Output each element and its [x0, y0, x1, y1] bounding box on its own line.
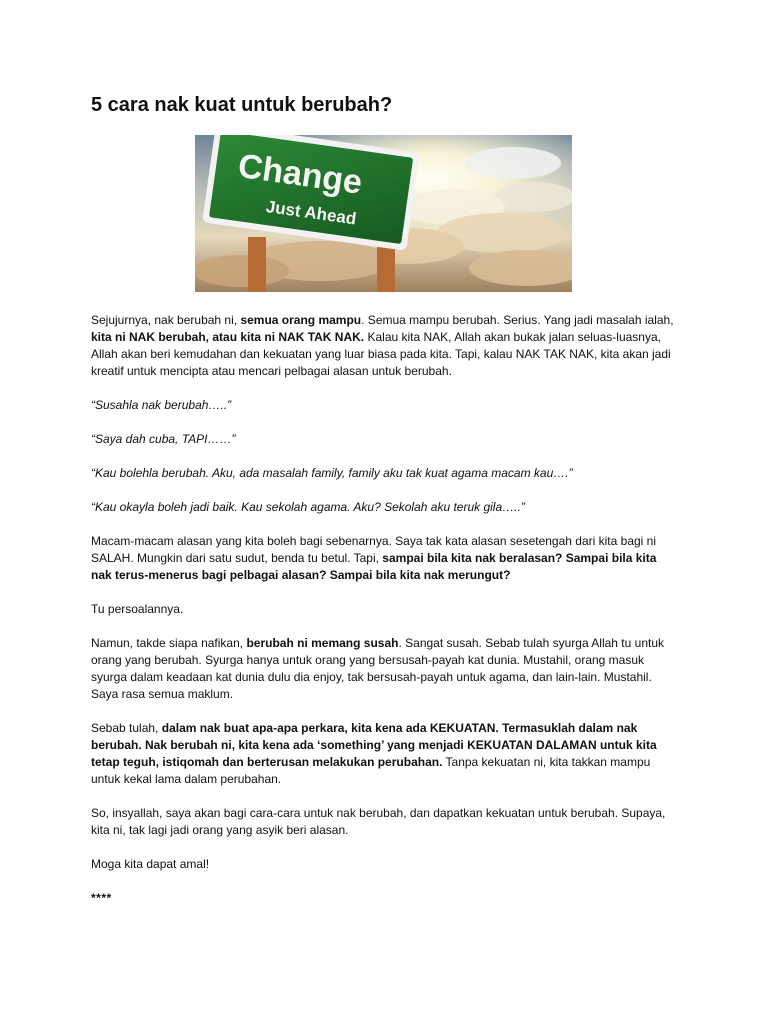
change-sign-illustration	[195, 135, 572, 292]
paragraph-5-part-b: dalam nak buat apa-apa perkara, kita kena ada KEKUATAN. Termasuklah dalam nak berubah. Nak berubah ni, kita kena ada ‘something’ yang menjadi KEKUATAN DALAMAN untuk kita tetap teguh, istiqomah dan berterusan melakukan perubahan.	[91, 721, 657, 769]
paragraph-1-part-b: semua orang mampu	[240, 313, 362, 327]
paragraph-1-part-a: Sejujurnya, nak berubah ni,	[91, 313, 241, 327]
paragraph-5-part-c: Tanpa kekuatan ni, kita takkan mampu untuk kekal lama dalam perubahan.	[91, 755, 651, 786]
paragraph-4-part-a: Namun, takde siapa nafikan,	[91, 636, 247, 650]
paragraph-2	[91, 533, 679, 584]
paragraph-1	[91, 312, 679, 380]
paragraph-1-part-d: kita ni NAK berubah, atau kita ni NAK TAK NAK.	[91, 330, 365, 344]
sign-title: Change	[235, 146, 365, 202]
cloud-8	[195, 255, 289, 287]
cloud-1	[465, 147, 561, 179]
quote-4: “Kau okayla boleh jadi baik. Kau sekolah agama. Aku? Sekolah aku teruk gila…..”	[91, 500, 525, 514]
paragraph-7: Moga kita dapat amal!	[91, 857, 210, 871]
paragraph-3: Tu persoalannya.	[91, 602, 184, 616]
paragraph-2-part-b: sampai bila kita nak beralasan? Sampai bila kita nak terus-menerus bagi pelbagai alasan? Sampai bila kita nak merungut?	[91, 551, 657, 582]
paragraph-1-part-c: . Semua mampu berubah. Serius. Yang jadi masalah ialah,	[361, 313, 674, 327]
paragraph-1-part-e: Kalau kita NAK, Allah akan bukak jalan seluas-luasnya, Allah akan beri kemudahan dan kekuatan yang luar biasa pada kita. Tapi, kalau NAK TAK NAK, kita akan jadi kreatif untuk mencipta atau mencari pelbagai alasan untuk berubah.	[91, 330, 671, 378]
quote-2: “Saya dah cuba, TAPI……”	[91, 432, 236, 446]
paragraph-2-part-a: Macam-macam alasan yang kita boleh bagi sebenarnya. Saya tak kata alasan sesetengah dari kita bagi ni SALAH. Mungkin dari satu sudut, benda tu betul. Tapi,	[91, 534, 657, 565]
cloud-2	[495, 182, 572, 212]
paragraph-6: So, insyallah, saya akan bagi cara-cara untuk nak berubah, dan dapatkan kekuatan untuk berubah. Supaya, kita ni, tak lagi jadi orang yang asyik beri alasan.	[91, 806, 666, 837]
section-separator: ****	[91, 891, 112, 905]
paragraph-4	[91, 635, 679, 703]
paragraph-4-part-c: . Sangat susah. Sebab tulah syurga Allah tu untuk orang yang berubah. Syurga hanya untuk orang yang bersusah-payah kat dunia. Mustahil, orang masuk syurga dalam keadaan kat dunia dulu dia enjoy, tak bersusah-payah untuk agama, dan lain-lain. Mustahil. Saya rasa semua maklum.	[91, 636, 665, 701]
hero-image	[195, 135, 572, 292]
sign-subtitle: Just Ahead	[264, 197, 358, 229]
paragraph-5-part-a: Sebab tulah,	[91, 721, 162, 735]
quote-1: “Susahla nak berubah…..”	[91, 398, 232, 412]
quote-3: “Kau bolehla berubah. Aku, ada masalah family, family aku tak kuat agama macam kau….”	[91, 466, 573, 480]
article-body	[91, 312, 679, 924]
page-title: 5 cara nak kuat untuk berubah?	[91, 94, 393, 116]
paragraph-4-part-b: berubah ni memang susah	[246, 636, 399, 650]
paragraph-5	[91, 720, 679, 788]
left-sign-post	[248, 237, 266, 292]
